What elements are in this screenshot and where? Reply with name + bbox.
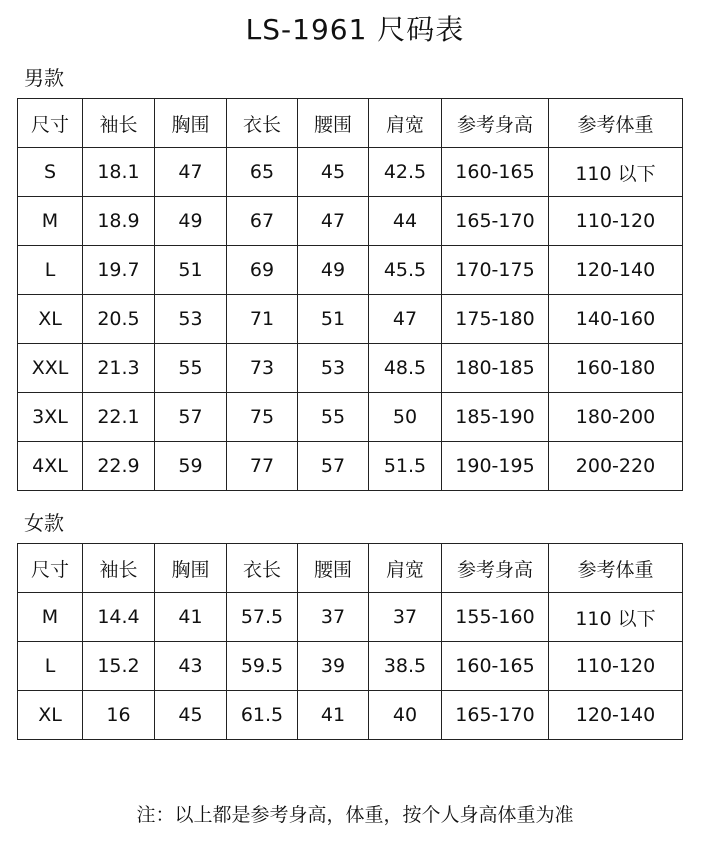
table-cell: 15.2 (83, 642, 155, 691)
table-cell: 75 (227, 393, 298, 442)
table-cell: 57 (298, 442, 369, 491)
header-cell: 衣长 (227, 99, 298, 148)
table-cell: 45 (155, 691, 227, 740)
header-cell: 肩宽 (369, 99, 442, 148)
table-cell: 53 (155, 295, 227, 344)
table-cell: XL (18, 691, 83, 740)
header-cell: 尺寸 (18, 544, 83, 593)
table-cell: 55 (298, 393, 369, 442)
footnote: 注：以上都是参考身高，体重，按个人身高体重为准 (136, 804, 574, 826)
table-cell: 69 (227, 246, 298, 295)
table-cell: 110 以下 (549, 148, 683, 197)
table-cell: 49 (298, 246, 369, 295)
table-cell: 55 (155, 344, 227, 393)
table-row (18, 442, 683, 491)
table-cell: 37 (369, 593, 442, 642)
table-row (18, 148, 683, 197)
table-cell: L (18, 246, 83, 295)
table-cell: 50 (369, 393, 442, 442)
header-cell: 衣长 (227, 544, 298, 593)
table-cell: 3XL (18, 393, 83, 442)
table-cell: 51 (298, 295, 369, 344)
table-cell: 53 (298, 344, 369, 393)
table-row (18, 393, 683, 442)
table-cell: 18.9 (83, 197, 155, 246)
table-row (18, 295, 683, 344)
table-cell: 41 (298, 691, 369, 740)
table-cell: 175-180 (442, 295, 549, 344)
table-cell: 40 (369, 691, 442, 740)
table-cell: 155-160 (442, 593, 549, 642)
men-section-label: 男款 (24, 66, 64, 90)
header-cell: 胸围 (155, 99, 227, 148)
table-cell: 120-140 (549, 691, 683, 740)
table-cell: 47 (298, 197, 369, 246)
table-cell: S (18, 148, 83, 197)
table-header-row (18, 99, 683, 148)
header-cell: 袖长 (83, 99, 155, 148)
table-cell: 165-170 (442, 691, 549, 740)
table-cell: 16 (83, 691, 155, 740)
table-cell: 38.5 (369, 642, 442, 691)
table-cell: 140-160 (549, 295, 683, 344)
header-cell: 参考体重 (549, 544, 683, 593)
table-row (18, 344, 683, 393)
women-size-table (17, 543, 683, 740)
header-cell: 尺寸 (18, 99, 83, 148)
table-cell: 14.4 (83, 593, 155, 642)
table-cell: 160-180 (549, 344, 683, 393)
table-cell: 44 (369, 197, 442, 246)
table-cell: 180-185 (442, 344, 549, 393)
table-cell: 180-200 (549, 393, 683, 442)
table-cell: 18.1 (83, 148, 155, 197)
table-cell: 49 (155, 197, 227, 246)
table-cell: L (18, 642, 83, 691)
table-cell: 67 (227, 197, 298, 246)
header-cell: 胸围 (155, 544, 227, 593)
table-cell: M (18, 197, 83, 246)
header-cell: 肩宽 (369, 544, 442, 593)
header-cell: 袖长 (83, 544, 155, 593)
table-cell: 59 (155, 442, 227, 491)
header-cell: 腰围 (298, 99, 369, 148)
table-row (18, 691, 683, 740)
table-cell: 21.3 (83, 344, 155, 393)
table-cell: 57.5 (227, 593, 298, 642)
men-size-table (17, 98, 683, 491)
table-cell: 110-120 (549, 642, 683, 691)
table-cell: 110-120 (549, 197, 683, 246)
header-cell: 腰围 (298, 544, 369, 593)
page-title: LS-1961 尺码表 (245, 13, 465, 46)
table-cell: 110 以下 (549, 593, 683, 642)
table-cell: 170-175 (442, 246, 549, 295)
table-cell: XXL (18, 344, 83, 393)
table-cell: 160-165 (442, 148, 549, 197)
table-cell: 51 (155, 246, 227, 295)
table-cell: 160-165 (442, 642, 549, 691)
table-row (18, 246, 683, 295)
table-cell: 47 (155, 148, 227, 197)
table-row (18, 197, 683, 246)
table-cell: 42.5 (369, 148, 442, 197)
table-cell: 22.9 (83, 442, 155, 491)
table-cell: 77 (227, 442, 298, 491)
table-header-row (18, 544, 683, 593)
table-cell: 45.5 (369, 246, 442, 295)
table-cell: 22.1 (83, 393, 155, 442)
table-cell: 43 (155, 642, 227, 691)
women-section-label: 女款 (24, 511, 64, 535)
table-cell: 51.5 (369, 442, 442, 491)
table-cell: 61.5 (227, 691, 298, 740)
table-cell: 65 (227, 148, 298, 197)
table-cell: 47 (369, 295, 442, 344)
table-cell: 190-195 (442, 442, 549, 491)
table-cell: XL (18, 295, 83, 344)
table-cell: 37 (298, 593, 369, 642)
header-cell: 参考身高 (442, 99, 549, 148)
table-cell: 20.5 (83, 295, 155, 344)
table-cell: 200-220 (549, 442, 683, 491)
table-cell: 71 (227, 295, 298, 344)
table-cell: 57 (155, 393, 227, 442)
table-cell: M (18, 593, 83, 642)
table-cell: 48.5 (369, 344, 442, 393)
table-row (18, 642, 683, 691)
header-cell: 参考身高 (442, 544, 549, 593)
table-cell: 4XL (18, 442, 83, 491)
table-row (18, 593, 683, 642)
table-cell: 165-170 (442, 197, 549, 246)
header-cell: 参考体重 (549, 99, 683, 148)
table-cell: 41 (155, 593, 227, 642)
table-cell: 59.5 (227, 642, 298, 691)
table-cell: 45 (298, 148, 369, 197)
table-cell: 120-140 (549, 246, 683, 295)
table-cell: 19.7 (83, 246, 155, 295)
table-cell: 39 (298, 642, 369, 691)
table-cell: 73 (227, 344, 298, 393)
table-cell: 185-190 (442, 393, 549, 442)
